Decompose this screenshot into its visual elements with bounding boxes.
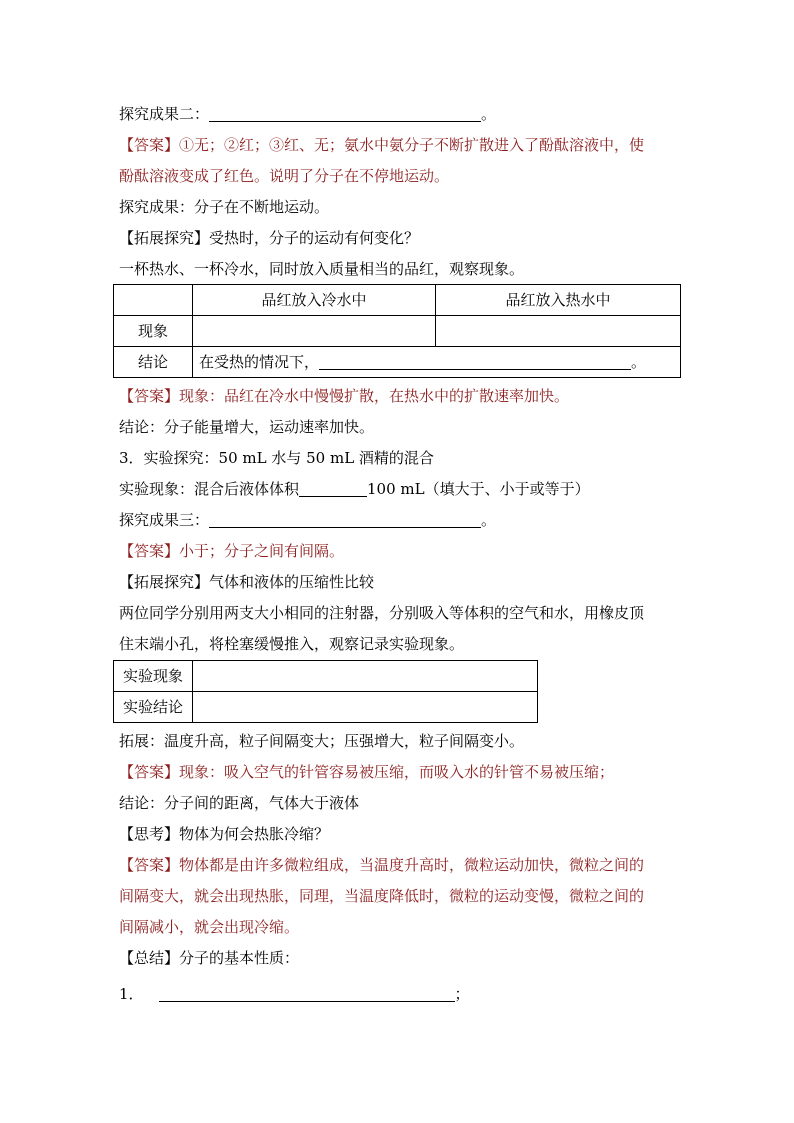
result3-label: 探究成果三：: [119, 511, 210, 529]
answer5-text-a: 物体都是由许多微粒组成，当温度升高时，微粒运动加快，微粒之间的: [179, 856, 645, 874]
row-label-phenomenon: 现象: [114, 316, 193, 347]
answer1-cont: 酚酞溶液变成了红色。说明了分子在不停地运动。: [119, 167, 450, 185]
answer4-line: [119, 762, 614, 782]
answer-bracket: 【答案】: [119, 542, 180, 560]
answer4-text: 现象：吸入空气的针管容易被压缩，而吸入水的针管不易被压缩；: [179, 763, 615, 781]
answer5-text-b: 间隔变大，就会出现热胀，同理，当温度降低时，微粒的运动变慢，微粒之间的: [119, 887, 645, 905]
conclusion-end: 。: [631, 353, 647, 371]
answer3-line: [119, 541, 344, 561]
conclusion4-line: 结论：分子间的距离，气体大于液体: [119, 794, 360, 812]
header-hot: 品红放入热水中: [436, 285, 681, 316]
row-label-conclusion: 结论: [114, 347, 193, 378]
result3-line: [119, 510, 496, 530]
item1-end: ；: [454, 985, 470, 1003]
answer1-line: [119, 135, 644, 155]
result-line: 探究成果：分子在不断地运动。: [119, 198, 330, 216]
result2-end: 。: [481, 105, 497, 123]
table-row: [114, 692, 538, 723]
cell-conclusion: [193, 347, 681, 378]
answer2-text: 现象：品红在冷水中慢慢扩散，在热水中的扩散速率加快。: [179, 387, 570, 405]
answer5-line: [119, 855, 644, 875]
expand1-line: 【拓展探究】受热时，分子的运动有何变化？: [119, 229, 420, 247]
think-line: 【思考】物体为何会热胀冷缩？: [119, 825, 330, 843]
answer-bracket: 【答案】: [119, 136, 180, 154]
answer3-text: 小于；分子之间有间隔。: [179, 542, 345, 560]
answer-bracket: 【答案】: [119, 856, 180, 874]
table-row: [114, 347, 681, 378]
conclusion2-line: 结论：分子能量增大，运动速率加快。: [119, 418, 375, 436]
volume-blank[interactable]: [299, 480, 367, 497]
extension-line: 拓展：温度升高，粒子间隔变大；压强增大，粒子间隔变小。: [119, 732, 525, 750]
expand2-line: 【拓展探究】气体和液体的压缩性比较: [119, 573, 375, 591]
result3-end: 。: [481, 511, 497, 529]
cell-cold-phenomenon[interactable]: [193, 316, 436, 347]
table-dye-diffusion: [113, 284, 681, 378]
answer-bracket: 【答案】: [119, 763, 180, 781]
answer-bracket: 【答案】: [119, 387, 180, 405]
table-row: [114, 316, 681, 347]
row-label-phenomenon: 实验现象: [114, 661, 193, 692]
answer5-text-c: 间隔减小，就会出现冷缩。: [119, 918, 300, 936]
experiment3-phenomenon: [119, 479, 590, 499]
cell-phenomenon[interactable]: [193, 661, 538, 692]
answer1-text: ①无；②红；③红、无；氨水中氨分子不断扩散进入了酚酞溶液中，使: [179, 136, 645, 154]
result2-line: [119, 104, 496, 124]
row-label-conclusion: 实验结论: [114, 692, 193, 723]
item1-number: 1．: [119, 985, 144, 1003]
table-row: [114, 285, 681, 316]
table-row: [114, 661, 538, 692]
setup2-line-b: 住末端小孔，将栓塞缓慢推入，观察记录实验现象。: [119, 635, 465, 653]
result3-blank[interactable]: [209, 511, 481, 528]
item1-blank[interactable]: [159, 985, 455, 1002]
setup1-line: 一杯热水、一杯冷水，同时放入质量相当的品红，观察现象。: [119, 260, 525, 278]
conclusion-prefix: 在受热的情况下，: [199, 353, 320, 371]
phenomenon-label: 实验现象：混合后液体体积: [119, 480, 300, 498]
phenomenon-tail: 100 mL（填大于、小于或等于）: [367, 480, 590, 498]
setup2-line-a: 两位同学分别用两支大小相同的注射器，分别吸入等体积的空气和水，用橡皮顶: [119, 604, 645, 622]
header-cold: 品红放入冷水中: [193, 285, 436, 316]
conclusion-blank[interactable]: [319, 353, 631, 370]
cell-conclusion[interactable]: [193, 692, 538, 723]
table-compressibility: [113, 660, 538, 723]
summary-item-1: [119, 984, 470, 1004]
result2-blank[interactable]: [209, 105, 481, 122]
answer2-line: [119, 386, 569, 406]
result2-label: 探究成果二：: [119, 105, 210, 123]
cell-hot-phenomenon[interactable]: [436, 316, 681, 347]
table-cell-empty: [114, 285, 193, 316]
summary-line: 【总结】分子的基本性质：: [119, 949, 300, 967]
experiment3-title: 3．实验探究：50 mL 水与 50 mL 酒精的混合: [119, 449, 434, 467]
